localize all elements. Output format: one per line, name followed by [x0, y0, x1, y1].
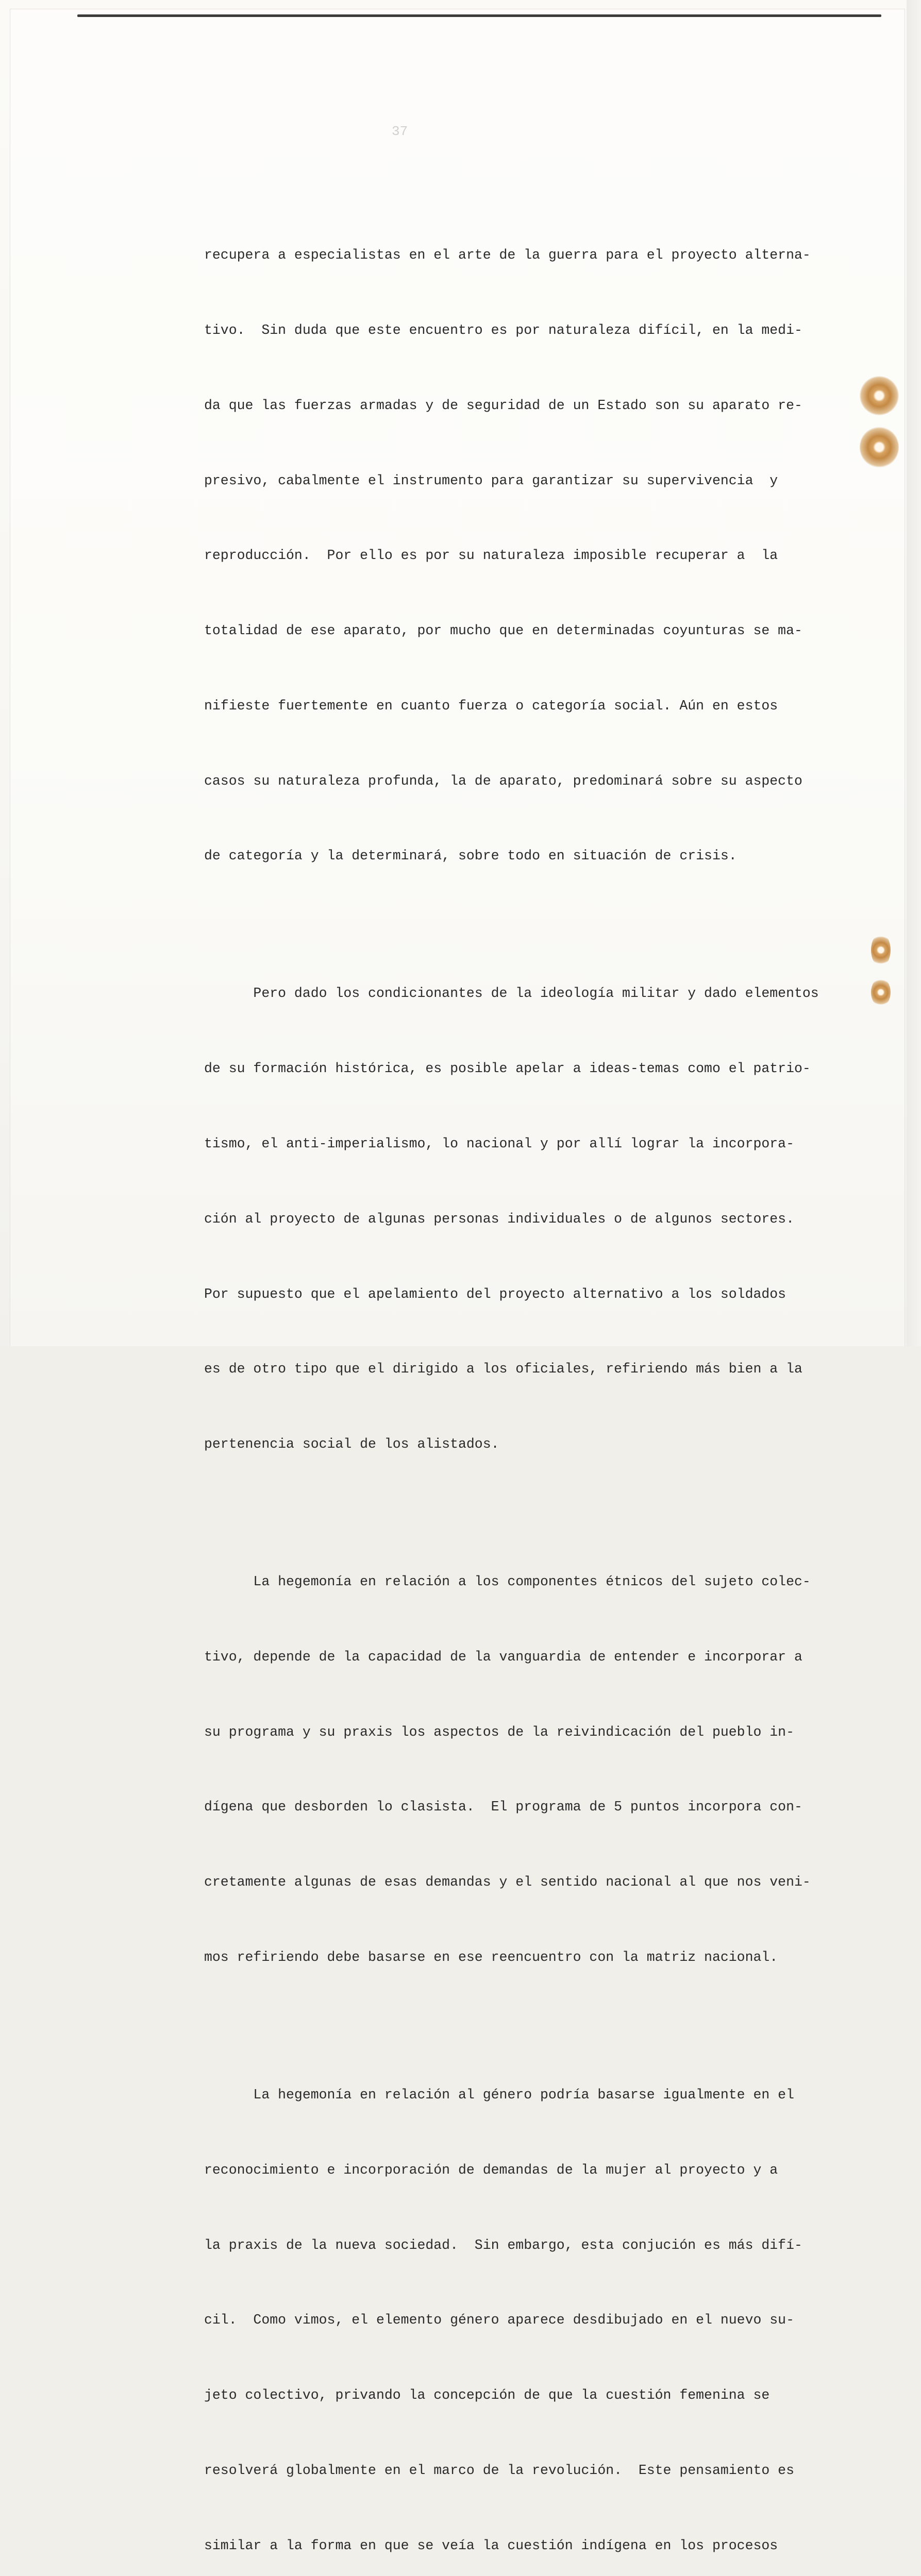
- text-line: nifieste fuertemente en cuanto fuerza o categoría social. Aún en estos: [204, 698, 778, 714]
- text-line: da que las fuerzas armadas y de seguridad de un Estado son su aparato re-: [204, 397, 802, 413]
- top-rule: [77, 14, 881, 17]
- text-line: de su formación histórica, es posible apelar a ideas-temas como el patrio-: [204, 1061, 811, 1077]
- text-line: resolverá globalmente en el marco de la revolución. Este pensamiento es: [204, 2462, 794, 2478]
- staple-stain: [871, 934, 891, 967]
- paragraph: [204, 1519, 820, 2020]
- text-line: dígena que desborden lo clasista. El programa de 5 puntos incorpora con-: [204, 1799, 802, 1815]
- text-line: es de otro tipo que el dirigido a los oficiales, refiriendo más bien a la: [204, 1361, 802, 1377]
- text-line: Pero dado los condicionantes de la ideología militar y dado elementos: [204, 986, 819, 1002]
- text-line: Por supuesto que el apelamiento del proyecto alternativo a los soldados: [204, 1286, 786, 1302]
- text-line: cil. Como vimos, el elemento género aparece desdibujado en el nuevo su-: [204, 2312, 794, 2328]
- text-line: tivo. Sin duda que este encuentro es por naturaleza difícil, en la medi-: [204, 322, 802, 338]
- text-line: mos refiriendo debe basarse en ese reencuentro con la matriz nacional.: [204, 1949, 778, 1965]
- paragraph: [204, 931, 820, 1507]
- paragraph: [204, 193, 820, 919]
- staple-stain: [871, 978, 891, 1007]
- page-edge: [907, 0, 921, 1360]
- text-line: jeto colectivo, privando la concepción de que la cuestión femenina se: [204, 2387, 770, 2403]
- text-line: tismo, el anti-imperialismo, lo nacional y por allí lograr la incorpora-: [204, 1136, 794, 1151]
- text-line: similar a la forma en que se veía la cuestión indígena en los procesos: [204, 2537, 778, 2553]
- text-line: de categoría y la determinará, sobre todo en situación de crisis.: [204, 848, 737, 864]
- page-number: 37: [392, 124, 408, 139]
- text-line: ción al proyecto de algunas personas individuales o de algunos sectores.: [204, 1211, 794, 1227]
- text-line: reproducción. Por ello es por su naturaleza imposible recuperar a la: [204, 548, 778, 564]
- text-line: tivo, depende de la capacidad de la vanguardia de entender e incorporar a: [204, 1649, 802, 1665]
- paragraph: [204, 2032, 820, 2576]
- text-line: recupera a especialistas en el arte de la guerra para el proyecto alterna-: [204, 247, 811, 263]
- text-line: La hegemonía en relación al género podría basarse igualmente en el: [204, 2087, 794, 2103]
- text-line: la praxis de la nueva sociedad. Sin embargo, esta conjución es más difí-: [204, 2237, 802, 2253]
- text-line: pertenencia social de los alistados.: [204, 1436, 499, 1452]
- text-line: reconocimiento e incorporación de demandas de la mujer al proyecto y a: [204, 2162, 778, 2178]
- document-body: [204, 193, 820, 2576]
- binder-hole: [860, 376, 899, 415]
- text-line: casos su naturaleza profunda, la de aparato, predominará sobre su aspecto: [204, 773, 802, 789]
- text-line: presivo, cabalmente el instrumento para garantizar su supervivencia y: [204, 472, 778, 488]
- text-line: totalidad de ese aparato, por mucho que en determinadas coyunturas se ma-: [204, 623, 802, 639]
- text-line: su programa y su praxis los aspectos de la reivindicación del pueblo in-: [204, 1724, 794, 1740]
- text-line: La hegemonía en relación a los componentes étnicos del sujeto colec-: [204, 1574, 811, 1590]
- binder-hole: [860, 427, 899, 468]
- text-line: cretamente algunas de esas demandas y el sentido nacional al que nos veni-: [204, 1874, 811, 1890]
